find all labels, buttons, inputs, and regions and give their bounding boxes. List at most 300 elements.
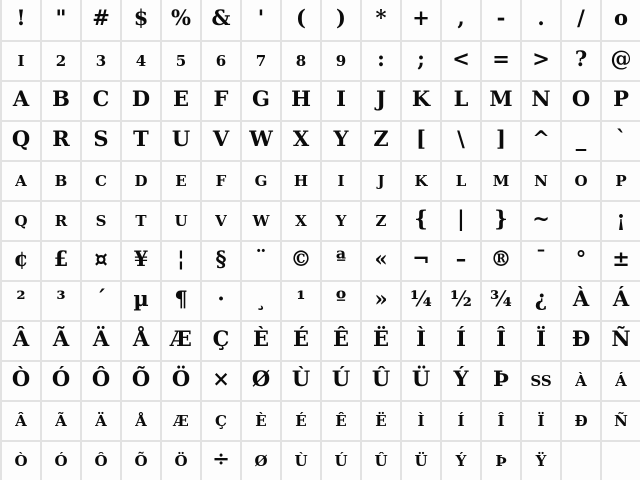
- glyph-cell[interactable]: [320, 320, 360, 360]
- glyph-cell[interactable]: [520, 280, 560, 320]
- glyph-cell[interactable]: [200, 240, 240, 280]
- glyph: N: [534, 172, 548, 190]
- glyph: A: [15, 172, 27, 190]
- glyph-cell[interactable]: [320, 360, 360, 400]
- glyph-cell[interactable]: [240, 280, 280, 320]
- glyph-cell[interactable]: [120, 240, 160, 280]
- glyph-cell[interactable]: [320, 80, 360, 120]
- glyph: È: [255, 412, 267, 430]
- glyph-cell[interactable]: [0, 80, 40, 120]
- glyph: Ú: [331, 366, 351, 391]
- glyph: ¾: [490, 286, 512, 311]
- glyph-cell[interactable]: [40, 280, 80, 320]
- glyph-cell[interactable]: [600, 320, 640, 360]
- glyph: Ë: [375, 412, 387, 430]
- glyph-cell[interactable]: [560, 320, 600, 360]
- glyph: D: [134, 172, 148, 190]
- glyph-cell[interactable]: [600, 240, 640, 280]
- glyph: Í: [457, 412, 465, 430]
- glyph: Î: [497, 412, 505, 430]
- glyph: C: [92, 86, 110, 111]
- glyph-cell[interactable]: [80, 80, 120, 120]
- glyph-cell[interactable]: [120, 200, 160, 240]
- glyph-cell[interactable]: [200, 80, 240, 120]
- glyph: S: [93, 126, 109, 151]
- glyph-cell[interactable]: [80, 40, 120, 80]
- glyph-cell[interactable]: [120, 280, 160, 320]
- glyph: X: [292, 126, 310, 151]
- glyph-cell[interactable]: [360, 240, 400, 280]
- glyph-cell[interactable]: [240, 160, 280, 200]
- glyph-cell[interactable]: [480, 200, 520, 240]
- glyph-cell[interactable]: [360, 200, 400, 240]
- glyph-cell[interactable]: [400, 240, 440, 280]
- glyph: Y: [335, 212, 347, 230]
- glyph-cell[interactable]: [280, 200, 320, 240]
- glyph: N: [531, 86, 551, 111]
- glyph: :: [377, 46, 385, 71]
- glyph: Ç: [212, 326, 230, 351]
- glyph-cell[interactable]: [280, 360, 320, 400]
- glyph-cell[interactable]: [120, 400, 160, 440]
- glyph-cell[interactable]: [560, 360, 600, 400]
- glyph-cell[interactable]: [440, 320, 480, 360]
- glyph: Ý: [453, 366, 469, 391]
- glyph-cell[interactable]: [40, 200, 80, 240]
- glyph-cell[interactable]: [560, 280, 600, 320]
- glyph: Õ: [131, 366, 151, 391]
- glyph-cell[interactable]: [600, 160, 640, 200]
- glyph-cell[interactable]: [440, 0, 480, 40]
- glyph: Ã: [55, 412, 67, 430]
- glyph: C: [95, 172, 107, 190]
- glyph-cell[interactable]: [40, 360, 80, 400]
- glyph-cell[interactable]: [600, 40, 640, 80]
- glyph-cell[interactable]: [160, 360, 200, 400]
- glyph-cell[interactable]: [280, 400, 320, 440]
- glyph-cell[interactable]: [320, 40, 360, 80]
- glyph: Ä: [92, 326, 110, 351]
- glyph-cell[interactable]: [400, 400, 440, 440]
- glyph: «: [374, 246, 388, 271]
- glyph-cell[interactable]: [120, 320, 160, 360]
- glyph: É: [295, 412, 307, 430]
- glyph-cell[interactable]: [160, 400, 200, 440]
- glyph-cell[interactable]: [360, 400, 400, 440]
- glyph: µ: [133, 286, 149, 311]
- glyph: Ì: [416, 326, 426, 351]
- glyph: À: [572, 286, 590, 311]
- glyph-cell[interactable]: [600, 0, 640, 40]
- glyph-cell[interactable]: [280, 160, 320, 200]
- glyph-cell[interactable]: [520, 0, 560, 40]
- glyph-cell[interactable]: [160, 80, 200, 120]
- glyph-cell[interactable]: [320, 0, 360, 40]
- glyph-cell[interactable]: [160, 320, 200, 360]
- glyph-cell[interactable]: [600, 80, 640, 120]
- glyph: Ò: [11, 366, 31, 391]
- glyph-cell[interactable]: [400, 0, 440, 40]
- glyph-cell[interactable]: [400, 120, 440, 160]
- glyph: Ô: [94, 452, 108, 470]
- glyph: ~: [532, 206, 550, 231]
- glyph-cell[interactable]: [400, 40, 440, 80]
- glyph-cell[interactable]: [0, 160, 40, 200]
- glyph-cell[interactable]: [40, 240, 80, 280]
- glyph: ¶: [174, 286, 188, 311]
- glyph: B: [54, 172, 68, 190]
- glyph: Â: [12, 326, 30, 351]
- glyph-cell[interactable]: [120, 40, 160, 80]
- glyph: 4: [135, 52, 147, 70]
- glyph-cell[interactable]: [360, 320, 400, 360]
- glyph-cell[interactable]: [440, 440, 480, 480]
- glyph-cell[interactable]: [240, 400, 280, 440]
- glyph: §: [215, 246, 227, 271]
- glyph: Û: [374, 452, 388, 470]
- glyph-cell[interactable]: [0, 0, 40, 40]
- glyph-cell[interactable]: [280, 440, 320, 480]
- glyph-cell[interactable]: [280, 80, 320, 120]
- glyph-cell[interactable]: [80, 120, 120, 160]
- glyph-cell[interactable]: [0, 40, 40, 80]
- glyph-cell[interactable]: [480, 400, 520, 440]
- glyph-cell[interactable]: [360, 440, 400, 480]
- glyph-cell[interactable]: [0, 360, 40, 400]
- empty-cell: [600, 440, 640, 480]
- glyph: Ç: [215, 412, 227, 430]
- glyph: °: [575, 246, 587, 271]
- glyph: 3: [95, 52, 107, 70]
- glyph: 5: [175, 52, 187, 70]
- glyph: ': [257, 5, 265, 30]
- glyph-cell[interactable]: [240, 40, 280, 80]
- glyph-cell[interactable]: [40, 0, 80, 40]
- glyph-cell[interactable]: [360, 80, 400, 120]
- glyph: £: [53, 246, 69, 271]
- glyph: ¨: [255, 246, 267, 271]
- glyph: F: [213, 86, 229, 111]
- glyph-cell[interactable]: [440, 80, 480, 120]
- glyph: Ð: [574, 412, 588, 430]
- glyph-cell[interactable]: [80, 360, 120, 400]
- glyph-cell[interactable]: [40, 120, 80, 160]
- glyph: SS: [530, 372, 552, 390]
- glyph-cell[interactable]: [40, 80, 80, 120]
- glyph-cell[interactable]: [360, 160, 400, 200]
- glyph-cell[interactable]: [160, 440, 200, 480]
- glyph-cell[interactable]: [320, 160, 360, 200]
- glyph: Q: [14, 212, 28, 230]
- glyph-cell[interactable]: [520, 80, 560, 120]
- glyph-cell[interactable]: [80, 200, 120, 240]
- glyph: É: [292, 326, 309, 351]
- glyph-cell[interactable]: [120, 0, 160, 40]
- glyph-cell[interactable]: [80, 440, 120, 480]
- glyph-cell[interactable]: [320, 400, 360, 440]
- glyph: $: [133, 5, 149, 30]
- glyph-cell[interactable]: [560, 240, 600, 280]
- glyph: M: [489, 86, 513, 111]
- glyph-cell[interactable]: [400, 360, 440, 400]
- glyph-cell[interactable]: [0, 280, 40, 320]
- glyph: Ï: [537, 412, 545, 430]
- glyph: Å: [132, 326, 150, 351]
- glyph-cell[interactable]: [280, 0, 320, 40]
- glyph: Æ: [173, 412, 189, 430]
- glyph-cell[interactable]: [120, 120, 160, 160]
- glyph-cell[interactable]: [200, 400, 240, 440]
- glyph-cell[interactable]: [520, 400, 560, 440]
- glyph-cell[interactable]: [560, 0, 600, 40]
- glyph: `: [615, 126, 627, 151]
- glyph-cell[interactable]: [80, 400, 120, 440]
- glyph: U: [174, 212, 188, 230]
- glyph-cell[interactable]: [0, 400, 40, 440]
- glyph: Û: [371, 366, 391, 391]
- glyph-cell[interactable]: [360, 280, 400, 320]
- glyph-cell[interactable]: [40, 400, 80, 440]
- glyph: »: [374, 286, 388, 311]
- glyph-cell[interactable]: [200, 120, 240, 160]
- glyph: X: [295, 212, 307, 230]
- glyph: (: [296, 5, 306, 30]
- glyph-cell[interactable]: [120, 440, 160, 480]
- glyph-cell[interactable]: [400, 200, 440, 240]
- glyph: Æ: [170, 326, 192, 351]
- glyph: È: [252, 326, 269, 351]
- glyph-cell[interactable]: [480, 120, 520, 160]
- glyph-cell[interactable]: [80, 0, 120, 40]
- glyph-cell[interactable]: [0, 440, 40, 480]
- glyph-cell[interactable]: [120, 80, 160, 120]
- glyph-cell[interactable]: [160, 280, 200, 320]
- glyph: À: [575, 372, 587, 390]
- glyph: Ò: [14, 452, 28, 470]
- glyph-cell[interactable]: [240, 440, 280, 480]
- glyph: ©: [290, 246, 312, 271]
- glyph-cell[interactable]: [280, 320, 320, 360]
- glyph-cell[interactable]: [600, 120, 640, 160]
- glyph-cell[interactable]: [480, 0, 520, 40]
- glyph-cell[interactable]: [600, 360, 640, 400]
- glyph-cell[interactable]: [40, 320, 80, 360]
- glyph-cell[interactable]: [320, 280, 360, 320]
- glyph: Â: [15, 412, 27, 430]
- glyph-cell[interactable]: [200, 0, 240, 40]
- glyph: Ý: [455, 452, 467, 470]
- glyph-cell[interactable]: [480, 440, 520, 480]
- glyph: O: [571, 86, 591, 111]
- glyph-cell[interactable]: [320, 200, 360, 240]
- glyph-cell[interactable]: [520, 440, 560, 480]
- glyph: ¡: [616, 206, 626, 231]
- glyph: Ö: [171, 366, 191, 391]
- glyph-cell[interactable]: [0, 120, 40, 160]
- glyph: U: [171, 126, 191, 151]
- glyph-cell[interactable]: [480, 80, 520, 120]
- glyph-cell[interactable]: [240, 0, 280, 40]
- glyph-cell[interactable]: [240, 240, 280, 280]
- glyph-cell[interactable]: [520, 120, 560, 160]
- glyph-cell[interactable]: [360, 40, 400, 80]
- glyph-cell[interactable]: [200, 40, 240, 80]
- glyph-cell[interactable]: [360, 120, 400, 160]
- glyph-cell[interactable]: [560, 40, 600, 80]
- glyph: 8: [295, 52, 307, 70]
- glyph-cell[interactable]: [0, 320, 40, 360]
- glyph-cell[interactable]: [520, 320, 560, 360]
- glyph-cell[interactable]: [200, 200, 240, 240]
- glyph-cell[interactable]: [80, 160, 120, 200]
- glyph-cell[interactable]: [400, 440, 440, 480]
- glyph: Ó: [51, 366, 71, 391]
- glyph-cell[interactable]: [160, 40, 200, 80]
- glyph-cell[interactable]: [440, 120, 480, 160]
- glyph-cell[interactable]: [600, 200, 640, 240]
- glyph: ^: [532, 126, 550, 151]
- glyph: 2: [55, 52, 67, 70]
- glyph-cell[interactable]: [120, 160, 160, 200]
- glyph-cell[interactable]: [480, 160, 520, 200]
- glyph-cell[interactable]: [480, 280, 520, 320]
- glyph-cell[interactable]: [440, 280, 480, 320]
- glyph-cell[interactable]: [40, 40, 80, 80]
- glyph-cell[interactable]: [80, 240, 120, 280]
- glyph-cell[interactable]: [240, 120, 280, 160]
- glyph: _: [575, 126, 587, 151]
- glyph: Ã: [52, 326, 70, 351]
- glyph-cell[interactable]: [440, 160, 480, 200]
- glyph: Á: [615, 372, 627, 390]
- glyph-cell[interactable]: [400, 320, 440, 360]
- glyph-cell[interactable]: [480, 360, 520, 400]
- glyph: I: [17, 52, 25, 70]
- glyph-cell[interactable]: [520, 160, 560, 200]
- glyph: H: [293, 172, 309, 190]
- glyph-cell[interactable]: [520, 40, 560, 80]
- glyph: >: [532, 46, 550, 71]
- glyph-cell[interactable]: [480, 320, 520, 360]
- glyph: {: [414, 206, 428, 231]
- glyph-cell[interactable]: [40, 440, 80, 480]
- glyph: W: [252, 212, 270, 230]
- glyph-cell[interactable]: [240, 320, 280, 360]
- glyph-cell[interactable]: [400, 160, 440, 200]
- glyph: Ñ: [614, 412, 628, 430]
- glyph-cell[interactable]: [560, 120, 600, 160]
- glyph-cell[interactable]: [240, 360, 280, 400]
- glyph: #: [92, 5, 110, 30]
- glyph-cell[interactable]: [480, 40, 520, 80]
- glyph: ¦: [177, 246, 185, 271]
- glyph-cell[interactable]: [360, 0, 400, 40]
- glyph-cell[interactable]: [160, 240, 200, 280]
- glyph: ª: [335, 246, 347, 271]
- glyph-cell[interactable]: [80, 320, 120, 360]
- glyph: ,: [457, 5, 465, 30]
- glyph-cell[interactable]: [520, 360, 560, 400]
- glyph-cell[interactable]: [0, 240, 40, 280]
- glyph-cell[interactable]: [160, 200, 200, 240]
- glyph-cell[interactable]: [520, 240, 560, 280]
- glyph-cell[interactable]: [200, 320, 240, 360]
- glyph: \: [457, 126, 465, 151]
- glyph-cell[interactable]: [200, 440, 240, 480]
- glyph: Ê: [335, 412, 347, 430]
- glyph: ±: [612, 246, 630, 271]
- glyph: D: [131, 86, 151, 111]
- glyph-cell[interactable]: [560, 160, 600, 200]
- glyph: P: [615, 172, 627, 190]
- glyph-cell[interactable]: [240, 200, 280, 240]
- glyph: B: [52, 86, 70, 111]
- glyph-cell[interactable]: [440, 240, 480, 280]
- glyph-cell[interactable]: [240, 80, 280, 120]
- glyph-cell[interactable]: [440, 40, 480, 80]
- glyph: ×: [212, 366, 230, 391]
- glyph-cell[interactable]: [160, 160, 200, 200]
- glyph-cell[interactable]: [280, 120, 320, 160]
- glyph: R: [52, 126, 70, 151]
- glyph-cell[interactable]: [560, 80, 600, 120]
- glyph: ¯: [535, 246, 547, 271]
- glyph-cell[interactable]: [520, 200, 560, 240]
- glyph: [: [416, 126, 426, 151]
- glyph-cell[interactable]: [200, 280, 240, 320]
- glyph-cell[interactable]: [360, 360, 400, 400]
- glyph-cell[interactable]: [40, 160, 80, 200]
- glyph-cell[interactable]: [280, 280, 320, 320]
- glyph: ¬: [412, 246, 430, 271]
- glyph: G: [254, 172, 268, 190]
- glyph-cell[interactable]: [120, 360, 160, 400]
- glyph-cell[interactable]: [320, 440, 360, 480]
- glyph-cell[interactable]: [200, 360, 240, 400]
- glyph-cell[interactable]: [80, 280, 120, 320]
- glyph-cell[interactable]: [320, 120, 360, 160]
- glyph-cell[interactable]: [160, 120, 200, 160]
- glyph-cell[interactable]: [200, 160, 240, 200]
- glyph: Õ: [134, 452, 148, 470]
- glyph-cell[interactable]: [400, 280, 440, 320]
- glyph-cell[interactable]: [400, 80, 440, 120]
- glyph: –: [455, 246, 467, 271]
- glyph: -: [496, 5, 506, 30]
- glyph: 7: [255, 52, 267, 70]
- glyph-cell[interactable]: [600, 280, 640, 320]
- glyph-cell[interactable]: [0, 200, 40, 240]
- glyph: L: [455, 172, 467, 190]
- glyph: <: [452, 46, 470, 71]
- glyph: Ÿ: [535, 452, 547, 470]
- glyph-cell[interactable]: [320, 240, 360, 280]
- glyph: S: [95, 212, 107, 230]
- glyph-cell[interactable]: [440, 200, 480, 240]
- glyph: Q: [11, 126, 31, 151]
- glyph-cell[interactable]: [160, 0, 200, 40]
- glyph: ¿: [534, 286, 548, 311]
- glyph-cell[interactable]: [440, 360, 480, 400]
- glyph: K: [411, 86, 431, 111]
- glyph-cell[interactable]: [440, 400, 480, 440]
- glyph-cell[interactable]: [560, 400, 600, 440]
- glyph-cell[interactable]: [480, 240, 520, 280]
- glyph-cell[interactable]: [280, 240, 320, 280]
- glyph: Ö: [174, 452, 188, 470]
- glyph-cell[interactable]: [600, 400, 640, 440]
- glyph-cell[interactable]: [280, 40, 320, 80]
